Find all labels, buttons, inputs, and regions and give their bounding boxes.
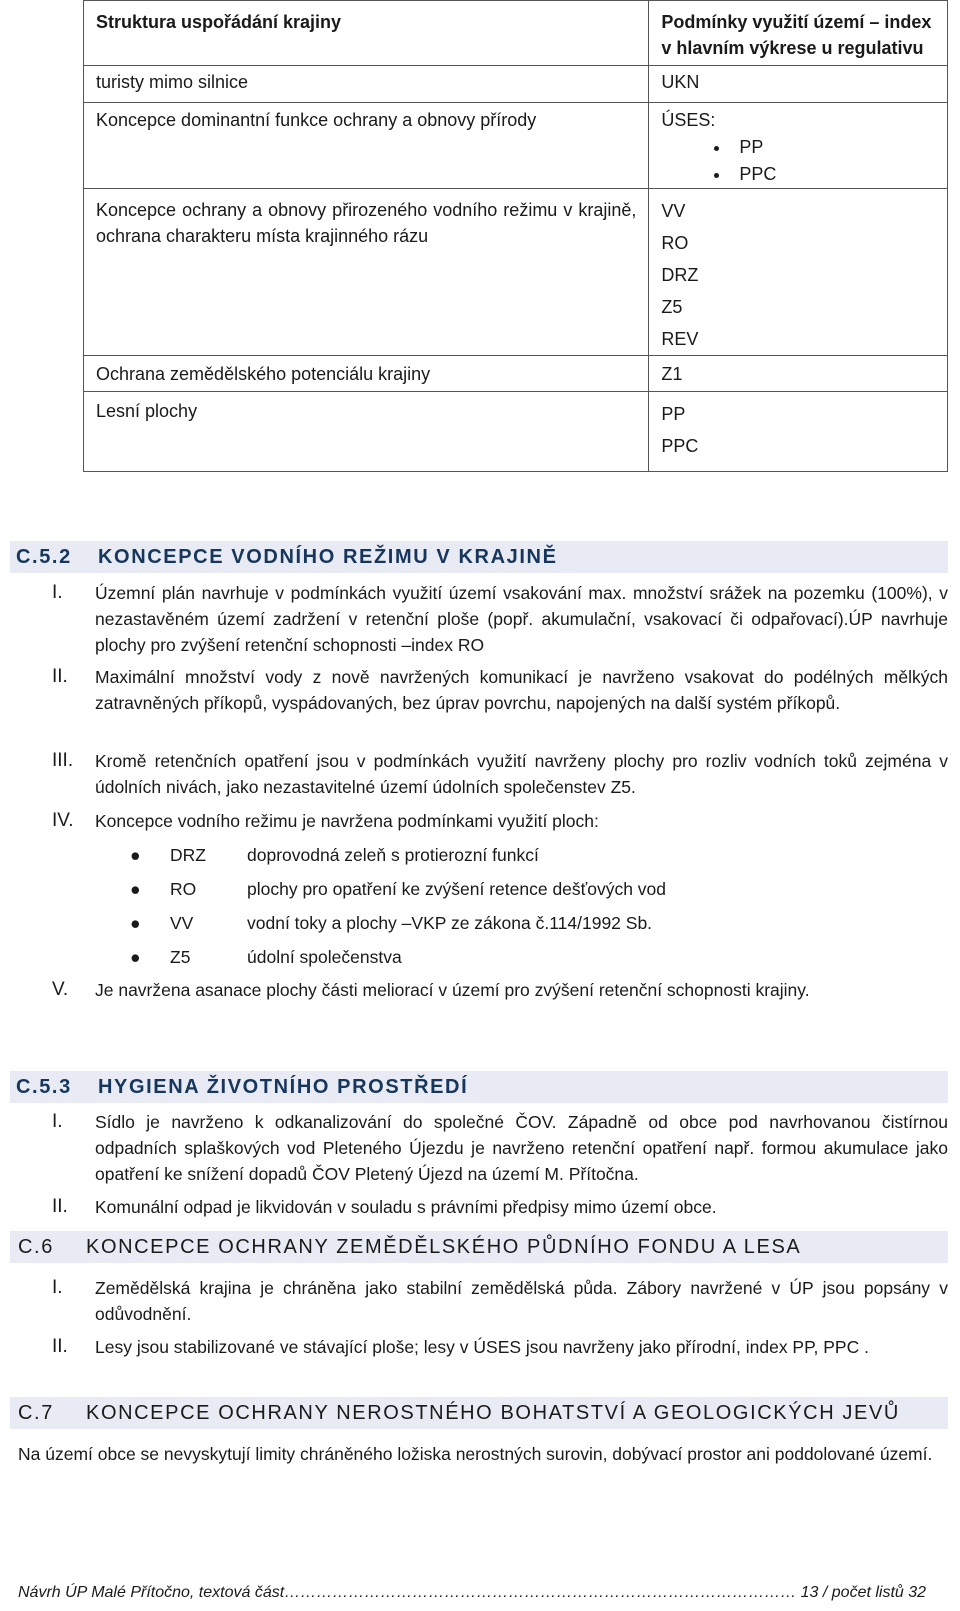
section-number: C.6 — [18, 1235, 54, 1258]
bullet-icon: ● — [130, 913, 141, 933]
bullet-desc: doprovodná zeleň s protierozní funkcí — [247, 845, 539, 865]
list-item — [52, 1194, 948, 1220]
table-row — [84, 392, 948, 472]
table-cell-value: PPC — [661, 436, 699, 456]
list-item — [52, 664, 948, 716]
page-footer — [18, 1583, 948, 1603]
item-text: Územní plán navrhuje v podmínkách využití území vsakování max. množství srážek na pozemku (100%), v nezastavěném území zadržení v retenční ploše (popř. akumulační, vsakovací či odpařovací).ÚP navrhuje plochy pro zvýšení retenční schopnosti –index RO — [95, 583, 948, 655]
section-heading-c52 — [10, 541, 948, 573]
bullet-icon: ● — [130, 947, 141, 967]
item-number: II. — [52, 1336, 68, 1357]
item-number: II. — [52, 1196, 68, 1217]
bullet-abbr: Z5 — [170, 947, 191, 967]
list-item — [52, 977, 948, 1003]
list-item — [52, 1275, 948, 1327]
table-cell-right — [661, 195, 935, 355]
table-cell-bullet-list — [661, 134, 935, 188]
section-title: KONCEPCE OCHRANY ZEMĚDĚLSKÉHO PŮDNÍHO FONDU A LESA — [86, 1235, 802, 1258]
bullet-abbr: DRZ — [170, 845, 206, 865]
table-cell-left: Koncepce ochrany a obnovy přirozeného vodního režimu v krajině, ochrana charakteru místa krajinného rázu — [96, 200, 637, 246]
section-title: KONCEPCE VODNÍHO REŽIMU V KRAJINĚ — [98, 545, 558, 568]
section-title: KONCEPCE OCHRANY NEROSTNÉHO BOHATSTVÍ A GEOLOGICKÝCH JEVŮ — [86, 1401, 900, 1424]
paragraph-c7: Na území obce se nevyskytují limity chráněného ložiska nerostných surovin, dobývací prostor ani poddolované území. — [18, 1444, 933, 1464]
list-item — [52, 808, 948, 834]
table-cell-left: turisty mimo silnice — [96, 72, 249, 92]
table-cell-left: Lesní plochy — [96, 401, 198, 421]
table-cell-left: Ochrana zemědělského potenciálu krajiny — [96, 364, 431, 384]
bullet-icon: ● — [130, 845, 141, 865]
table-row — [84, 356, 948, 392]
table-cell-value: VV — [661, 201, 686, 221]
table-row — [84, 103, 948, 189]
table-cell-value: RO — [661, 233, 689, 253]
bullet-desc: vodní toky a plochy –VKP ze zákona č.114/1992 Sb. — [247, 913, 653, 933]
item-number: I. — [52, 582, 63, 603]
bullet-abbr: VV — [170, 913, 194, 933]
list-item — [52, 580, 948, 658]
footer-page-number: 13 / počet listů 32 — [800, 1584, 927, 1601]
item-number: I. — [52, 1277, 63, 1298]
table-cell-value: Z5 — [661, 297, 683, 317]
section-title: HYGIENA ŽIVOTNÍHO PROSTŘEDÍ — [98, 1075, 469, 1098]
table-row — [84, 189, 948, 356]
bullet-abbr: RO — [170, 879, 197, 899]
table-cell-right: Z1 — [661, 364, 683, 384]
item-text: Komunální odpad je likvidován v souladu s právními předpisy mimo území obce. — [95, 1197, 717, 1217]
item-text: Je navržena asanace plochy části meliorací v území pro zvýšení retenční schopnosti krajiny. — [95, 980, 810, 1000]
bullet-desc: údolní společenstva — [247, 947, 402, 967]
section-heading-c53 — [10, 1071, 948, 1103]
table-header-row — [84, 1, 948, 66]
section-heading-c6 — [10, 1231, 948, 1263]
table-cell-value: DRZ — [661, 265, 699, 285]
list-item — [52, 1109, 948, 1187]
item-number: IV. — [52, 810, 74, 831]
list-item: • PPC — [731, 161, 935, 188]
table-header-left: Struktura uspořádání krajiny — [96, 12, 342, 32]
item-text: Kromě retenčních opatření jsou v podmínkách využití navrženy plochy pro rozliv vodních toků zejména v údolních nivách, jako nezastavitelné území údolních společenstev Z5. — [95, 751, 948, 797]
table-header-right: Podmínky využití území – index v hlavním výkrese u regulativu — [661, 12, 932, 58]
table-cell-right: UKN — [661, 72, 700, 92]
table-cell-right — [661, 398, 935, 462]
item-text: Lesy jsou stabilizované ve stávající ploše; lesy v ÚSES jsou navrženy jako přírodní, index PP, PPC . — [95, 1337, 869, 1357]
table-cell-value: REV — [661, 329, 699, 349]
section-heading-c7 — [10, 1397, 948, 1429]
item-text: Zemědělská krajina je chráněna jako stabilní zemědělská půda. Zábory navržené v ÚP jsou popsány v odůvodnění. — [95, 1278, 948, 1324]
item-number: III. — [52, 750, 74, 771]
list-item — [52, 1334, 948, 1360]
footer-leader-dots: …………………………………………………………………………………… — [284, 1584, 797, 1601]
section-number: C.5.2 — [16, 545, 72, 568]
item-text: Koncepce vodního režimu je navržena podmínkami využití ploch: — [95, 811, 599, 831]
section-number: C.7 — [18, 1401, 54, 1424]
item-text: Maximální množství vody z nově navržených komunikací je navrženo vsakovat do podélných mělkých zatravněných příkopů, vyspádovaných, bez úprav povrchu, napojených na další systém příkopů. — [95, 667, 948, 713]
bullet-desc: plochy pro opatření ke zvýšení retence dešťových vod — [247, 879, 667, 899]
table-row — [84, 66, 948, 103]
item-number: V. — [52, 979, 69, 1000]
item-number: I. — [52, 1111, 63, 1132]
regulation-table — [83, 0, 948, 472]
table-cell-value: PP — [661, 404, 686, 424]
list-item: • PP — [731, 134, 935, 161]
section-number: C.5.3 — [16, 1075, 72, 1098]
list-item — [52, 748, 948, 800]
item-number: II. — [52, 666, 68, 687]
footer-document-title: Návrh ÚP Malé Přítočno, textová část — [18, 1584, 285, 1601]
table-cell-left: Koncepce dominantní funkce ochrany a obnovy přírody — [96, 110, 537, 130]
table-cell-right-label: ÚSES: — [661, 110, 716, 130]
bullet-icon: ● — [130, 879, 141, 899]
item-text: Sídlo je navrženo k odkanalizování do společné ČOV. Západně od obce pod navrhovanou čistírnou odpadních splaškových vod Pleteného Újezdu je navrženo retenční opatření např. formou akumulace jako opatření ke snížení dopadů ČOV Pletený Újezd na území M. Přítočna. — [95, 1112, 948, 1184]
